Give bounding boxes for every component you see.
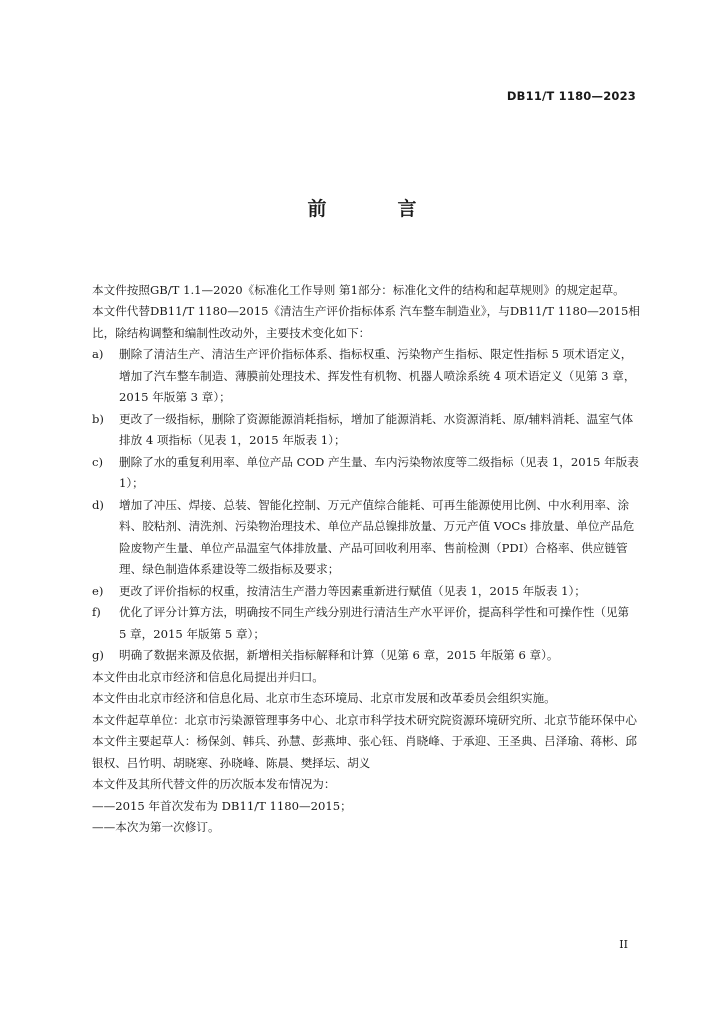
list-text: 增加了冲压、焊接、总装、智能化控制、万元产值综合能耗、可再生能源使用比例、中水利用率、涂料、胶粘剂、清洗剂、污染物治理技术、单位产品总镍排放量、万元产值 VOCs 排放量、单位产品危险废物产生量、单位产品温室气体排放量、产品可回收利用率、售前检测（PDI）合格率、供应链管理、绿色制造体系建设等二级指标及要求； <box>119 497 635 576</box>
paragraph-drafters <box>92 731 640 774</box>
list-item <box>92 645 640 667</box>
list-text: 优化了评分计算方法，明确按不同生产线分别进行清洁生产水平评价，提高科学性和可操作性（见第 5 章，2015 年版第 5 章）； <box>119 605 630 641</box>
list-marker: f) <box>92 605 101 619</box>
paragraph-text: 本文件及其所代替文件的历次版本发布情况为： <box>92 777 336 791</box>
history-text: ——2015 年首次发布为 DB11/T 1180—2015； <box>92 798 352 813</box>
page-title: 前 言 <box>307 198 443 220</box>
paragraph-text: 本文件代替DB11/T 1180—2015《清洁生产评价指标体系 汽车整车制造业》，与DB11/T 1180—2015相比，除结构调整和编制性改动外，主要技术变化如下： <box>92 304 640 340</box>
paragraph-drafting-units <box>92 710 640 732</box>
paragraph-implementers <box>92 688 640 710</box>
list-item <box>92 452 640 495</box>
list-text: 明确了数据来源及依据，新增相关指标解释和计算（见第 6 章，2015 年版第 6 章）。 <box>119 648 559 662</box>
list-marker: g) <box>92 648 104 662</box>
list-text: 删除了水的重复利用率、单位产品 COD 产生量、车内污染物浓度等二级指标（见表 1，2015 年版表 1）； <box>119 454 639 490</box>
document-code: DB11/T 1180—2023 <box>506 89 636 103</box>
paragraph-text: 本文件起草单位：北京市污染源管理事务中心、北京市科学技术研究院资源环境研究所、北京节能环保中心 <box>92 712 637 727</box>
list-marker: b) <box>92 411 104 426</box>
history-text: ——本次为第一次修订。 <box>92 820 220 834</box>
history-item <box>92 796 640 818</box>
list-text: 更改了评价指标的权重，按清洁生产潜力等因素重新进行赋值（见表 1，2015 年版表 1）； <box>119 583 586 598</box>
list-marker: e) <box>92 583 104 598</box>
changes-list <box>92 344 640 667</box>
list-marker: d) <box>92 497 104 512</box>
list-marker: a) <box>92 347 104 361</box>
paragraph-text: 本文件按照GB/T 1.1—2020《标准化工作导则 第1部分：标准化文件的结构和起草规则》的规定起草。 <box>92 282 625 297</box>
paragraph-proposer <box>92 667 640 689</box>
paragraph-history-intro <box>92 774 640 796</box>
page-number: II <box>619 938 628 951</box>
list-item <box>92 495 640 581</box>
paragraph-text: 本文件主要起草人：杨保剑、韩兵、孙慧、彭燕坤、张心钰、肖晓峰、于承迎、王圣典、吕泽瑜、蒋彬、邱银权、吕竹明、胡晓寒、孙晓峰、陈晨、樊择坛、胡义 <box>92 734 637 770</box>
preface-body <box>92 258 640 839</box>
list-marker: c) <box>92 454 104 469</box>
paragraph-replacement <box>92 301 640 344</box>
list-item <box>92 581 640 603</box>
list-item <box>92 344 640 409</box>
list-item <box>92 409 640 452</box>
paragraph-standard-basis <box>92 258 640 301</box>
list-text: 删除了清洁生产、清洁生产评价指标体系、指标权重、污染物产生指标、限定性指标 5 项术语定义，增加了汽车整车制造、薄膜前处理技术、挥发性有机物、机器人喷涂系统 4 项术语定义（见第 3 章，2015 年版第 3 章）； <box>119 347 636 404</box>
history-item <box>92 817 640 839</box>
paragraph-text: 本文件由北京市经济和信息化局提出并归口。 <box>92 669 324 684</box>
list-item <box>92 602 640 645</box>
list-text: 更改了一级指标，删除了资源能源消耗指标，增加了能源消耗、水资源消耗、原/辅料消耗、温室气体排放 4 项指标（见表 1，2015 年版表 1）； <box>119 411 634 447</box>
paragraph-text: 本文件由北京市经济和信息化局、北京市生态环境局、北京市发展和改革委员会组织实施。 <box>92 691 556 705</box>
